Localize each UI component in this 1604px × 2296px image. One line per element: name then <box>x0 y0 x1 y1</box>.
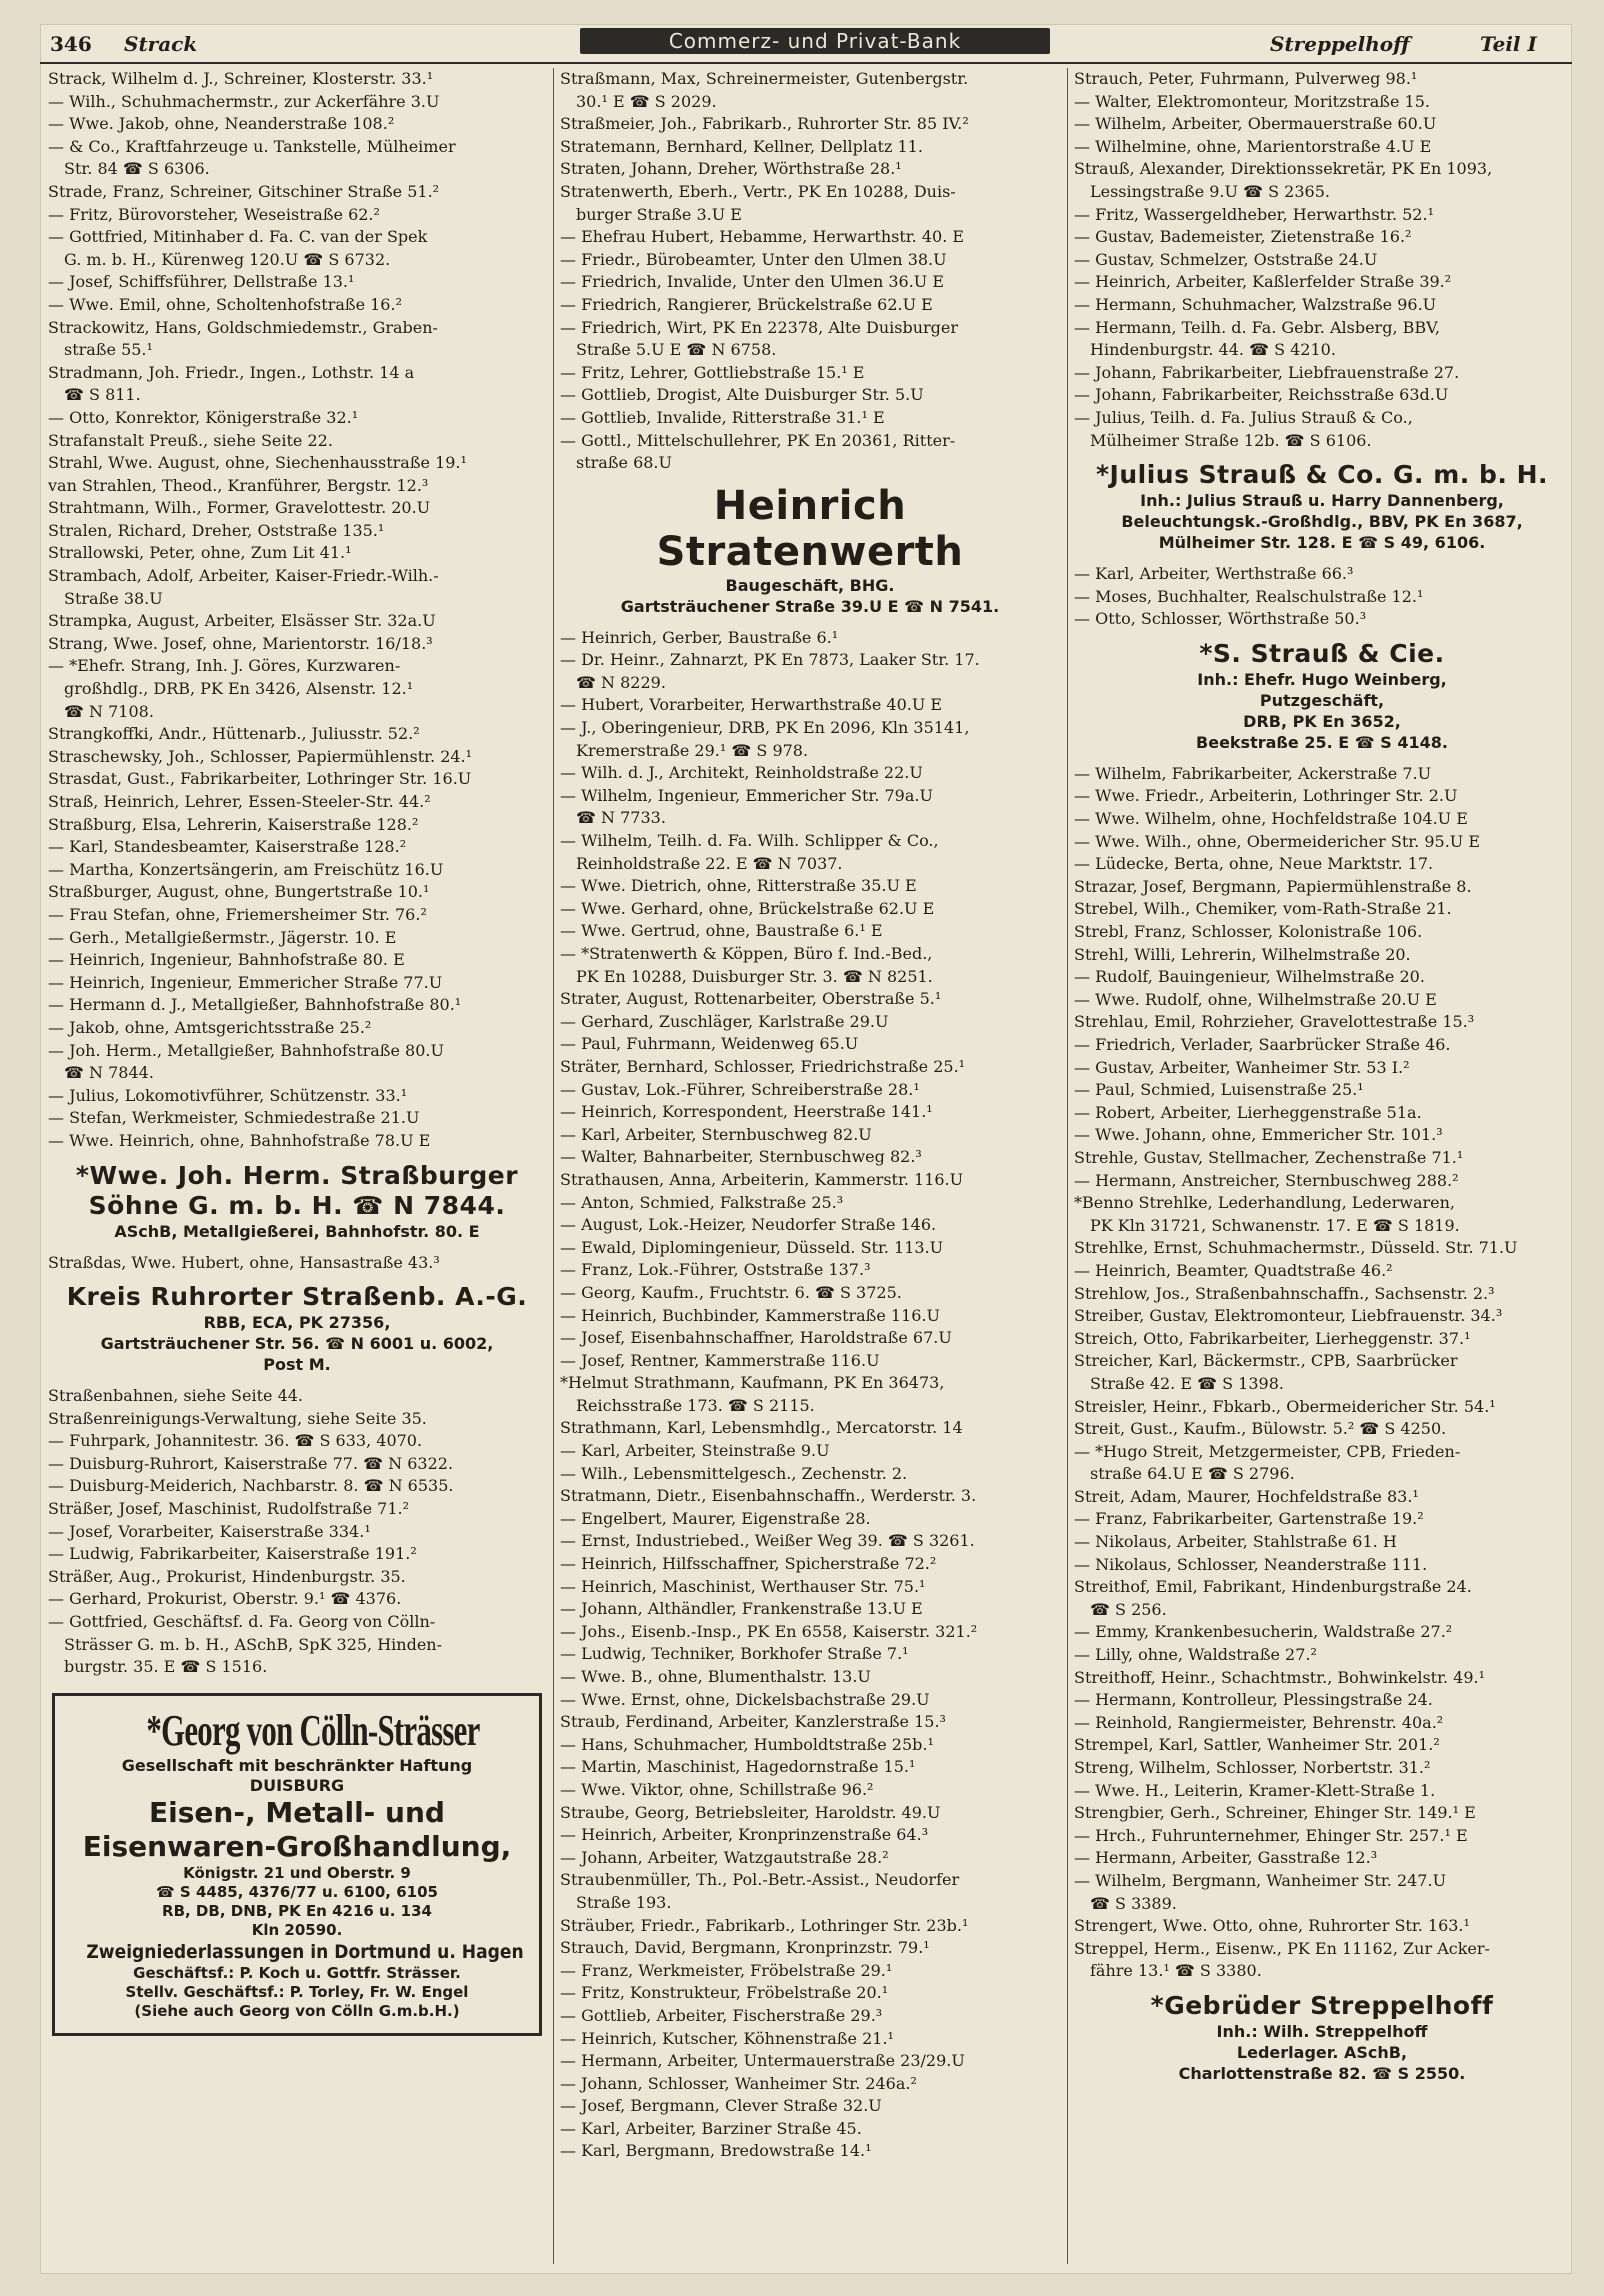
directory-entry: straße 55.¹ <box>64 340 153 360</box>
directory-entry: — Josef, Schiffsführer, Dellstraße 13.¹ <box>48 272 355 292</box>
directory-entry: Streppel, Herm., Eisenw., PK En 11162, Zur Acker- <box>1074 1938 1490 1958</box>
directory-entry: — Wwe. Heinrich, ohne, Bahnhofstraße 78.U E <box>48 1130 431 1150</box>
ad-details: RBB, ECA, PK 27356, <box>203 1313 391 1333</box>
directory-entry: — Karl, Arbeiter, Steinstraße 9.U <box>560 1441 830 1461</box>
directory-entry: Strack, Wilhelm d. J., Schreiner, Klosterstr. 33.¹ <box>48 69 434 88</box>
directory-entry: — Heinrich, Arbeiter, Kronprinzenstraße 64.³ <box>560 1825 929 1845</box>
directory-entry: — Fuhrpark, Johannitestr. 36. ☎ S 633, 4070. <box>48 1431 423 1451</box>
directory-entry: Straßdas, Wwe. Hubert, ohne, Hansastraße 43.³ <box>48 1252 440 1272</box>
ad-gebrueder-streppelhoff <box>1074 1991 1570 2084</box>
directory-entry: Straubenmüller, Th., Pol.-Betr.-Assist., Neudorfer <box>560 1870 960 1890</box>
directory-entry: — Johann, Fabrikarbeiter, Reichsstraße 63d.U <box>1074 385 1449 405</box>
directory-entry: — Ernst, Industriebed., Weißer Weg 39. ☎ S 3261. <box>560 1531 975 1551</box>
directory-entry: — Fritz, Bürovorsteher, Weseistraße 62.² <box>48 204 380 224</box>
directory-entry: — Joh. Herm., Metallgießer, Bahnhofstraße 80.U <box>48 1040 444 1060</box>
column-divider <box>1067 68 1068 2264</box>
directory-entry: — Paul, Schmied, Luisenstraße 25.¹ <box>1074 1080 1364 1100</box>
directory-entry: — Emmy, Krankenbesucherin, Waldstraße 27.² <box>1074 1622 1453 1642</box>
ad-owner: Inh.: Wilh. Streppelhoff <box>1216 2021 1428 2041</box>
directory-entry: Sträßer, Josef, Maschinist, Rudolfstraße 71.² <box>48 1499 409 1519</box>
directory-entry: — Julius, Lokomotivführer, Schützenstr. 33.¹ <box>48 1085 408 1105</box>
ad-see-also: (Siehe auch Georg von Cölln G.m.b.H.) <box>134 2001 460 2020</box>
directory-entry: — Hrch., Fuhrunternehmer, Ehinger Str. 257.¹ E <box>1074 1825 1468 1845</box>
ad-accounts: RB, DB, DNB, PK En 4216 u. 134 <box>162 1901 432 1920</box>
directory-entry: Streit, Gust., Kaufm., Bülowstr. 5.² ☎ S 4250. <box>1074 1419 1447 1439</box>
directory-entry: Stralen, Richard, Dreher, Oststraße 135.¹ <box>48 520 385 540</box>
directory-entry: Hindenburgstr. 44. ☎ S 4210. <box>1090 340 1336 360</box>
directory-entry: — Wilh., Lebensmittelgesch., Zechenstr. 2. <box>560 1463 908 1483</box>
directory-entry: — Wwe. Wilh., ohne, Obermeidericher Str. 95.U E <box>1074 831 1481 851</box>
directory-entry: — Fritz, Konstrukteur, Fröbelstraße 20.¹ <box>560 1983 889 2003</box>
directory-entry: Straßburg, Elsa, Lehrerin, Kaiserstraße 128.² <box>48 814 419 834</box>
entry-list <box>560 68 1060 475</box>
directory-entry: — Wilh. d. J., Architekt, Reinholdstraße 22.U <box>560 763 923 783</box>
directory-entry: — Nikolaus, Schlosser, Neanderstraße 111. <box>1074 1554 1428 1574</box>
directory-entry: — Wilhelm, Ingenieur, Emmericher Str. 79a.U <box>560 785 933 805</box>
ad-address: Gartsträuchener Str. 56. ☎ N 6001 u. 6002, <box>100 1334 494 1354</box>
directory-entry: — *Stratenwerth & Köppen, Büro f. Ind.-Bed., <box>560 944 933 963</box>
left-guide-word: Strack <box>124 32 198 56</box>
directory-entry: Straße 38.U <box>64 588 163 608</box>
directory-entry: ☎ N 8229. <box>576 672 666 692</box>
entry-list <box>48 68 546 1153</box>
directory-entry: Strambach, Adolf, Arbeiter, Kaiser-Friedr.-Wilh.- <box>48 566 439 586</box>
directory-entry: — Hermann, Arbeiter, Untermauerstraße 23/29.U <box>560 2051 965 2071</box>
directory-entry: — Reinhold, Rangiermeister, Behrenstr. 40a.² <box>1074 1712 1444 1732</box>
directory-entry: — Josef, Rentner, Kammerstraße 116.U <box>560 1350 880 1370</box>
directory-entry: Strehlau, Emil, Rohrzieher, Gravelottestraße 15.³ <box>1074 1012 1475 1032</box>
directory-entry: — Hermann, Anstreicher, Sternbuschweg 288.² <box>1074 1170 1459 1190</box>
directory-entry: Reinholdstraße 22. E ☎ N 7037. <box>576 853 843 873</box>
directory-entry: — Wwe. Jakob, ohne, Neanderstraße 108.² <box>48 114 395 134</box>
directory-entry: — Karl, Standesbeamter, Kaiserstraße 128.² <box>48 837 407 857</box>
directory-entry: — Jakob, ohne, Amtsgerichtsstraße 25.² <box>48 1017 372 1037</box>
directory-entry: — Franz, Lok.-Führer, Oststraße 137.³ <box>560 1260 871 1280</box>
directory-entry: ☎ S 256. <box>1090 1599 1167 1619</box>
page-number: 346 <box>50 32 92 56</box>
directory-entry: — Hans, Schuhmacher, Humboldtstraße 25b.¹ <box>560 1734 934 1754</box>
directory-entry: — Hermann, Arbeiter, Gasstraße 12.³ <box>1074 1848 1378 1868</box>
ad-accounts: DRB, PK En 3652, <box>1243 711 1401 731</box>
directory-entry: Stradmann, Joh. Friedr., Ingen., Lothstr. 14 a <box>48 362 415 382</box>
entry-list <box>1074 563 1570 631</box>
directory-entry: Straßburger, August, ohne, Bungertstraße 10.¹ <box>48 882 430 902</box>
directory-entry: *Benno Strehlke, Lederhandlung, Lederwaren, <box>1074 1193 1455 1213</box>
directory-entry: Strazar, Josef, Bergmann, Papiermühlenstraße 8. <box>1074 876 1472 896</box>
directory-entry: — Gerhard, Prokurist, Oberstr. 9.¹ ☎ 4376. <box>48 1589 402 1609</box>
directory-entry: PK Kln 31721, Schwanenstr. 17. E ☎ S 1819. <box>1090 1215 1460 1235</box>
directory-entry: Strangkoffki, Andr., Hüttenarb., Juliusstr. 52.² <box>48 724 420 744</box>
directory-entry: Strang, Wwe. Josef, ohne, Marientorstr. 16/18.³ <box>48 633 433 653</box>
directory-entry: Stratemann, Bernhard, Kellner, Dellplatz 11. <box>560 136 923 156</box>
entry-list <box>48 1252 546 1275</box>
directory-entry: — Gottl., Mittelschullehrer, PK En 20361, Ritter- <box>560 430 956 450</box>
ad-trade-2: Eisenwaren-Großhandlung, <box>82 1829 512 1863</box>
directory-entry: Straße 42. E ☎ S 1398. <box>1090 1373 1284 1393</box>
ad-trade: Beleuchtungsk.-Großhdlg., BBV, PK En 3687, <box>1121 512 1523 532</box>
directory-entry: Streithoff, Heinr., Schachtmstr., Bohwinkelstr. 49.¹ <box>1074 1667 1486 1687</box>
directory-entry: — Karl, Arbeiter, Sternbuschweg 82.U <box>560 1124 872 1144</box>
directory-entry: Str. 84 ☎ S 6306. <box>64 159 210 179</box>
directory-entry: — Gottlieb, Invalide, Ritterstraße 31.¹ E <box>560 407 885 427</box>
column-3 <box>1074 68 1570 2264</box>
directory-entry: Streiber, Gustav, Elektromonteur, Liebfrauenstr. 34.³ <box>1074 1306 1503 1326</box>
bank-banner: Commerz- und Privat-Bank <box>580 28 1050 54</box>
directory-entry: — Wwe. Gerhard, ohne, Brückelstraße 62.U E <box>560 898 935 918</box>
directory-entry: Streisler, Heinr., Fbkarb., Obermeidericher Str. 54.¹ <box>1074 1396 1496 1416</box>
directory-entry: Strasdat, Gust., Fabrikarbeiter, Lothringer Str. 16.U <box>48 769 472 789</box>
directory-entry: Mülheimer Straße 12b. ☎ S 6106. <box>1090 430 1372 450</box>
directory-entry: — Josef, Vorarbeiter, Kaiserstraße 334.¹ <box>48 1521 371 1541</box>
directory-entry: — Wilh., Schuhmachermstr., zur Ackerfähre 3.U <box>48 91 440 111</box>
directory-entry: — Johann, Althändler, Frankenstraße 13.U E <box>560 1599 923 1619</box>
directory-entry: Straube, Georg, Betriebsleiter, Haroldstr. 49.U <box>560 1802 941 1822</box>
directory-entry: Strathmann, Karl, Lebensmhdlg., Mercatorstr. 14 <box>560 1418 963 1438</box>
entry-list <box>1074 68 1570 452</box>
directory-entry: — Wilhelm, Fabrikarbeiter, Ackerstraße 7.U <box>1074 763 1432 783</box>
directory-entry: — Gerhard, Zuschläger, Karlstraße 29.U <box>560 1011 889 1031</box>
directory-entry: — Georg, Kaufm., Fruchtstr. 6. ☎ S 3725. <box>560 1282 902 1302</box>
directory-entry: Strater, August, Rottenarbeiter, Oberstraße 5.¹ <box>560 989 942 1009</box>
directory-entry: Sträuber, Friedr., Fabrikarb., Lothringer Str. 23b.¹ <box>560 1915 969 1935</box>
directory-entry: Stratenwerth, Eberh., Vertr., PK En 10288, Duis- <box>560 181 956 201</box>
directory-entry: Streng, Wilhelm, Schlosser, Norbertstr. 31.² <box>1074 1758 1431 1777</box>
directory-entry: — Gottfried, Geschäftsf. d. Fa. Georg von Cölln- <box>48 1612 436 1632</box>
directory-entry: — Johann, Schlosser, Wanheimer Str. 246a.² <box>560 2073 917 2093</box>
directory-entry: — Friedr., Bürobeamter, Unter den Ulmen 38.U <box>560 249 947 269</box>
directory-entry: burger Straße 3.U E <box>576 204 742 224</box>
directory-entry: — Nikolaus, Arbeiter, Stahlstraße 61. H <box>1074 1532 1397 1552</box>
directory-entry: — Heinrich, Arbeiter, Kaßlerfelder Straße 39.² <box>1074 272 1452 292</box>
directory-entry: — J., Oberingenieur, DRB, PK En 2096, Kln 35141, <box>560 718 970 738</box>
directory-entry: — Friedrich, Rangierer, Brückelstraße 62.U E <box>560 294 933 314</box>
directory-entry: — Heinrich, Gerber, Baustraße 6.¹ <box>560 627 839 647</box>
directory-entry: — Friedrich, Wirt, PK En 22378, Alte Duisburger <box>560 317 959 337</box>
directory-entry: — Wwe. Viktor, ohne, Schillstraße 96.² <box>560 1779 874 1799</box>
directory-entry: — Lilly, ohne, Waldstraße 27.² <box>1074 1645 1317 1665</box>
directory-entry: — Ludwig, Fabrikarbeiter, Kaiserstraße 191.² <box>48 1544 417 1564</box>
directory-entry: — Ewald, Diplomingenieur, Düsseld. Str. 113.U <box>560 1237 944 1257</box>
directory-entry: — Gustav, Bademeister, Zietenstraße 16.² <box>1074 227 1412 247</box>
directory-entry: — Franz, Fabrikarbeiter, Gartenstraße 19.² <box>1074 1509 1424 1529</box>
directory-entry: Straße 5.U E ☎ N 6758. <box>576 340 777 360</box>
directory-entry: — Duisburg-Meiderich, Nachbarstr. 8. ☎ N 6535. <box>48 1476 454 1496</box>
directory-entry: Strauch, David, Bergmann, Kronprinzstr. 79.¹ <box>560 1938 930 1958</box>
directory-entry: — Martha, Konzertsängerin, am Freischütz 16.U <box>48 859 444 879</box>
directory-entry: ☎ S 3389. <box>1090 1893 1177 1913</box>
directory-entry: Strehlke, Ernst, Schuhmachermstr., Düsseld. Str. 71.U <box>1074 1238 1518 1258</box>
directory-entry: Strahl, Wwe. August, ohne, Siechenhausstraße 19.¹ <box>48 453 467 473</box>
directory-entry: ☎ N 7844. <box>64 1063 154 1083</box>
ad-city: DUISBURG <box>249 1775 345 1795</box>
directory-entry: — Wwe. Rudolf, ohne, Wilhelmstraße 20.U E <box>1074 989 1437 1009</box>
directory-entry: ☎ N 7733. <box>576 808 666 828</box>
directory-entry: 30.¹ E ☎ S 2029. <box>576 91 717 111</box>
directory-entry: — Fritz, Lehrer, Gottliebstraße 15.¹ E <box>560 362 865 382</box>
ad-accounts-2: Kln 20590. <box>251 1920 343 1939</box>
entry-list <box>1074 763 1570 1983</box>
directory-entry: Reichsstraße 173. ☎ S 2115. <box>576 1395 815 1415</box>
directory-entry: ☎ N 7108. <box>64 701 154 721</box>
directory-entry: straße 68.U <box>576 453 672 473</box>
ad-heinrich-stratenwerth <box>560 483 1060 617</box>
directory-entry: Sträter, Bernhard, Schlosser, Friedrichstraße 25.¹ <box>560 1056 966 1076</box>
directory-entry: — Dr. Heinr., Zahnarzt, PK En 7873, Laaker Str. 17. <box>560 650 980 670</box>
directory-entry: — August, Lok.-Heizer, Neudorfer Straße 146. <box>560 1215 937 1235</box>
ad-title: Kreis Ruhrorter Straßenb. A.-G. <box>66 1282 528 1312</box>
ad-phone: ☎ S 4485, 4376/77 u. 6100, 6105 <box>156 1882 438 1901</box>
directory-entry: — Otto, Schlosser, Wörthstraße 50.³ <box>1074 609 1367 629</box>
ad-branches: Zweigniederlassungen in Dortmund u. Hagen <box>86 1940 524 1963</box>
directory-entry: — Josef, Bergmann, Clever Straße 32.U <box>560 2096 882 2116</box>
directory-entry: Straßenbahnen, siehe Seite 44. <box>48 1386 304 1406</box>
directory-entry: — Fritz, Wassergeldheber, Herwarthstr. 52.¹ <box>1074 204 1434 224</box>
directory-entry: — Hermann d. J., Metallgießer, Bahnhofstraße 80.¹ <box>48 995 462 1015</box>
directory-entry: PK En 10288, Duisburger Str. 3. ☎ N 8251. <box>576 966 933 986</box>
directory-entry: burgstr. 35. E ☎ S 1516. <box>64 1657 268 1677</box>
header-rule <box>40 62 1572 64</box>
directory-entry: Kremerstraße 29.¹ ☎ S 978. <box>576 740 809 760</box>
directory-entry: — & Co., Kraftfahrzeuge u. Tankstelle, Mülheimer <box>48 136 456 156</box>
directory-entry: — Friedrich, Verlader, Saarbrücker Straße 46. <box>1074 1035 1451 1054</box>
directory-entry: — Stefan, Werkmeister, Schmiedestraße 21.U <box>48 1108 420 1128</box>
directory-entry: — Johann, Fabrikarbeiter, Liebfrauenstraße 27. <box>1074 362 1460 382</box>
directory-entry: Lessingstraße 9.U ☎ S 2365. <box>1090 181 1330 201</box>
directory-entry: — Anton, Schmied, Falkstraße 25.³ <box>560 1192 844 1212</box>
directory-entry: — Karl, Bergmann, Bredowstraße 14.¹ <box>560 2141 872 2161</box>
directory-entry: Strehlow, Jos., Straßenbahnschaffn., Sachsenstr. 2.³ <box>1074 1283 1495 1303</box>
directory-entry: — Wilhelmine, ohne, Marientorstraße 4.U E <box>1074 136 1432 156</box>
directory-entry: — Johann, Arbeiter, Watzgautstraße 28.² <box>560 1847 889 1867</box>
directory-entry: Strackowitz, Hans, Goldschmiedemstr., Graben- <box>48 317 438 337</box>
ad-georg-von-coelln <box>52 1693 542 2036</box>
ad-address: Beekstraße 25. E ☎ S 4148. <box>1196 732 1448 752</box>
directory-entry: — Julius, Teilh. d. Fa. Julius Strauß & Co., <box>1074 407 1413 427</box>
directory-entry: — Gottfried, Mitinhaber d. Fa. C. van der Spek <box>48 227 428 247</box>
directory-entry: Strauch, Peter, Fuhrmann, Pulverweg 98.¹ <box>1074 69 1418 88</box>
directory-entry: — Gottlieb, Arbeiter, Fischerstraße 29.³ <box>560 2005 883 2025</box>
directory-entry: — Heinrich, Ingenieur, Emmericher Straße 77.U <box>48 972 443 992</box>
ad-address: Königstr. 21 und Oberstr. 9 <box>183 1863 411 1882</box>
directory-entry: — Walter, Bahnarbeiter, Sternbuschweg 82.³ <box>560 1147 922 1167</box>
directory-entry: Strehl, Willi, Lehrerin, Wilhelmstraße 20. <box>1074 944 1411 964</box>
ad-owner: Inh.: Ehefr. Hugo Weinberg, <box>1197 669 1447 689</box>
directory-entry: Strengbier, Gerh., Schreiner, Ehinger Str. 149.¹ E <box>1074 1803 1476 1823</box>
directory-entry: — Heinrich, Ingenieur, Bahnhofstraße 80. E <box>48 950 405 970</box>
directory-entry: — Wilhelm, Arbeiter, Obermauerstraße 60.U <box>1074 114 1437 134</box>
directory-entry: — Wwe. H., Leiterin, Kramer-Klett-Straße 1. <box>1074 1780 1436 1800</box>
directory-entry: — Wwe. Friedr., Arbeiterin, Lothringer Str. 2.U <box>1074 786 1458 806</box>
directory-entry: — Rudolf, Bauingenieur, Wilhelmstraße 20. <box>1074 967 1425 987</box>
directory-entry: — Friedrich, Invalide, Unter den Ulmen 36.U E <box>560 272 945 292</box>
directory-entry: Strehle, Gustav, Stellmacher, Zechenstraße 71.¹ <box>1074 1147 1464 1167</box>
directory-entry: Strebel, Wilh., Chemiker, vom-Rath-Straße 21. <box>1074 899 1452 919</box>
directory-entry: — Heinrich, Kutscher, Köhnenstraße 21.¹ <box>560 2028 894 2048</box>
directory-entry: Strengert, Wwe. Otto, ohne, Ruhrorter Str. 163.¹ <box>1074 1916 1470 1936</box>
directory-entry: Strahtmann, Wilh., Former, Gravelottestr. 20.U <box>48 498 431 518</box>
directory-entry: — Ehefrau Hubert, Hebamme, Herwarthstr. 40. E <box>560 227 965 247</box>
ad-trade: Lederlager. ASchB, <box>1236 2042 1408 2062</box>
ad-trade: Putzgeschäft, <box>1259 690 1385 710</box>
directory-entry: Strathausen, Anna, Arbeiterin, Kammerstr. 116.U <box>560 1169 964 1189</box>
directory-entry: Streich, Otto, Fabrikarbeiter, Lierheggenstr. 37.¹ <box>1074 1328 1471 1348</box>
directory-entry: — Wwe. Dietrich, ohne, Ritterstraße 35.U E <box>560 876 917 896</box>
directory-entry: — Gustav, Lok.-Führer, Schreiberstraße 28.¹ <box>560 1079 920 1099</box>
directory-entry: Strauß, Alexander, Direktionssekretär, PK En 1093, <box>1074 159 1493 179</box>
directory-entry: — Johs., Eisenb.-Insp., PK En 6558, Kaiserstr. 321.² <box>560 1621 978 1641</box>
directory-entry: — Paul, Fuhrmann, Weidenweg 65.U <box>560 1034 859 1054</box>
directory-entry: Straßenreinigungs-Verwaltung, siehe Seite 35. <box>48 1408 427 1428</box>
directory-entry: — Karl, Arbeiter, Barziner Straße 45. <box>560 2118 862 2138</box>
directory-entry: — Wwe. Gertrud, ohne, Baustraße 6.¹ E <box>560 921 883 941</box>
directory-entry: — Ludwig, Techniker, Borkhofer Straße 7.¹ <box>560 1644 909 1664</box>
directory-entry: — Karl, Arbeiter, Werthstraße 66.³ <box>1074 564 1354 584</box>
ad-details: ASchB, Metallgießerei, Bahnhofstr. 80. E <box>114 1221 480 1241</box>
ad-title: Heinrich Stratenwerth <box>656 482 964 575</box>
directory-entry: — Walter, Elektromonteur, Moritzstraße 15. <box>1074 91 1430 111</box>
directory-entry: straße 64.U E ☎ S 2796. <box>1090 1464 1295 1484</box>
directory-entry: — Otto, Konrektor, Königerstraße 32.¹ <box>48 407 359 427</box>
directory-entry: — Heinrich, Maschinist, Werthauser Str. 75.¹ <box>560 1576 926 1596</box>
directory-entry: — *Hugo Streit, Metzgermeister, CPB, Frieden- <box>1074 1441 1461 1461</box>
directory-entry: — Heinrich, Korrespondent, Heerstraße 141.¹ <box>560 1102 933 1122</box>
directory-entry: — Hermann, Kontrolleur, Plessingstraße 24. <box>1074 1690 1433 1710</box>
directory-entry: — Wwe. Wilhelm, ohne, Hochfeldstraße 104.U E <box>1074 809 1468 829</box>
directory-entry: — Heinrich, Beamter, Quadtstraße 46.² <box>1074 1260 1393 1280</box>
ad-trade-1: Eisen-, Metall- und <box>149 1795 445 1829</box>
page-header <box>40 24 1572 58</box>
entry-list <box>48 1385 546 1679</box>
directory-entry: Straten, Johann, Dreher, Wörthstraße 28.¹ <box>560 159 902 179</box>
ad-title: *S. Strauß & Cie. <box>1199 638 1445 668</box>
directory-entry: — Gustav, Arbeiter, Wanheimer Str. 53 I.² <box>1074 1057 1410 1077</box>
directory-entry: — Heinrich, Buchbinder, Kammerstraße 116.U <box>560 1305 941 1325</box>
directory-entry: — *Ehefr. Strang, Inh. J. Göres, Kurzwaren- <box>48 656 401 676</box>
directory-entry: — Frau Stefan, ohne, Friemersheimer Str. 76.² <box>48 904 427 924</box>
directory-entry: — Engelbert, Maurer, Eigenstraße 28. <box>560 1508 871 1528</box>
directory-entry: Stratmann, Dietr., Eisenbahnschaffn., Werderstr. 3. <box>560 1486 977 1506</box>
right-guide-word: Streppelhoff <box>1270 32 1410 56</box>
ad-post: Post M. <box>263 1355 331 1375</box>
ad-trade: Baugeschäft, BHG. <box>725 575 895 595</box>
directory-entry: Streit, Adam, Maurer, Hochfeldstraße 83.¹ <box>1074 1486 1419 1506</box>
directory-entry: — Martin, Maschinist, Hagedornstraße 15.¹ <box>560 1757 916 1777</box>
ad-title: *Gebrüder Streppelhoff <box>1150 1990 1494 2020</box>
directory-entry: — Moses, Buchhalter, Realschulstraße 12.¹ <box>1074 586 1424 606</box>
directory-entry: — Gustav, Schmelzer, Oststraße 24.U <box>1074 249 1378 269</box>
directory-entry: — Heinrich, Hilfsschaffner, Spicherstraße 72.² <box>560 1554 937 1574</box>
directory-entry: Strafanstalt Preuß., siehe Seite 22. <box>48 430 333 450</box>
column-divider <box>553 68 554 2264</box>
directory-entry: Strebl, Franz, Schlosser, Kolonistraße 106. <box>1074 922 1423 942</box>
directory-entry: — Josef, Eisenbahnschaffner, Haroldstraße 67.U <box>560 1328 952 1348</box>
directory-entry: Straschewsky, Joh., Schlosser, Papiermühlenstr. 24.¹ <box>48 746 473 766</box>
ad-title: *Julius Strauß & Co. G. m. b. H. <box>1095 460 1549 490</box>
directory-entry: fähre 13.¹ ☎ S 3380. <box>1090 1961 1262 1981</box>
directory-entry: — Lüdecke, Berta, ohne, Neue Marktstr. 17. <box>1074 854 1434 874</box>
column-1 <box>48 68 546 2264</box>
directory-entry: großhdlg., DRB, PK En 3426, Alsenstr. 12.¹ <box>64 679 414 699</box>
directory-entry: van Strahlen, Theod., Kranführer, Bergstr. 12.³ <box>48 475 429 495</box>
directory-entry: — Hermann, Schuhmacher, Walzstraße 96.U <box>1074 294 1437 314</box>
directory-entry: — Wwe. Johann, ohne, Emmericher Str. 101.³ <box>1074 1125 1443 1145</box>
directory-entry: Sträßer, Aug., Prokurist, Hindenburgstr. 35. <box>48 1566 406 1586</box>
ad-strassburger <box>48 1161 546 1242</box>
directory-entry: Straßmann, Max, Schreinermeister, Gutenbergstr. <box>560 69 969 88</box>
directory-entry: — Gottlieb, Drogist, Alte Duisburger Str. 5.U <box>560 385 924 405</box>
directory-entry: Strässer G. m. b. H., ASchB, SpK 325, Hinden- <box>64 1634 443 1654</box>
directory-entry: — Wwe. Ernst, ohne, Dickelsbachstraße 29.U <box>560 1689 930 1709</box>
directory-entry: Strampka, August, Arbeiter, Elsässer Str. 32a.U <box>48 611 436 631</box>
directory-entry: Straßmeier, Joh., Fabrikarb., Ruhrorter Str. 85 IV.² <box>560 114 969 134</box>
directory-entry: *Helmut Strathmann, Kaufmann, PK En 36473, <box>560 1373 945 1393</box>
directory-entry: Streicher, Karl, Bäckermstr., CPB, Saarbrücker <box>1074 1351 1458 1371</box>
directory-entry: — Wwe. B., ohne, Blumenthalstr. 13.U <box>560 1667 871 1686</box>
ad-address: Gartsträuchener Straße 39.U E ☎ N 7541. <box>620 596 1000 616</box>
directory-entry: Strallowski, Peter, ohne, Zum Lit 41.¹ <box>48 543 352 563</box>
directory-entry: — Hermann, Teilh. d. Fa. Gebr. Alsberg, BBV, <box>1074 317 1440 337</box>
directory-entry: — Wilhelm, Bergmann, Wanheimer Str. 247.U <box>1074 1870 1447 1890</box>
directory-entry: Streithof, Emil, Fabrikant, Hindenburgstraße 24. <box>1074 1577 1472 1597</box>
directory-entry: Strade, Franz, Schreiner, Gitschiner Straße 51.² <box>48 181 440 201</box>
entry-list <box>560 627 1060 2163</box>
part-label: Teil I <box>1480 32 1537 56</box>
directory-entry: Straß, Heinrich, Lehrer, Essen-Steeler-Str. 44.² <box>48 792 431 811</box>
ad-subtitle: Söhne G. m. b. H. ☎ N 7844. <box>88 1190 506 1220</box>
ad-managers: Geschäftsf.: P. Koch u. Gottfr. Strässer. <box>133 1963 461 1982</box>
directory-entry: Straße 193. <box>576 1892 672 1912</box>
ad-s-strauss <box>1074 639 1570 753</box>
ad-title: *Wwe. Joh. Herm. Straßburger <box>75 1160 519 1190</box>
directory-page <box>40 24 1572 2274</box>
ad-address: Charlottenstraße 82. ☎ S 2550. <box>1178 2063 1466 2083</box>
directory-entry: — Gerh., Metallgießermstr., Jägerstr. 10. E <box>48 927 397 947</box>
ad-address: Mülheimer Str. 128. E ☎ S 49, 6106. <box>1158 533 1486 553</box>
directory-entry: — Hubert, Vorarbeiter, Herwarthstraße 40.U E <box>560 695 943 715</box>
ad-kreis-ruhrorter <box>48 1282 546 1375</box>
ad-legal-form: Gesellschaft mit beschränkter Haftung <box>121 1755 473 1775</box>
column-2 <box>560 68 1060 2264</box>
directory-entry: G. m. b. H., Kürenweg 120.U ☎ S 6732. <box>64 249 391 269</box>
ad-owners: Inh.: Julius Strauß u. Harry Dannenberg, <box>1140 491 1504 511</box>
directory-entry: Strempel, Karl, Sattler, Wanheimer Str. 201.² <box>1074 1735 1440 1755</box>
directory-entry: — Wilhelm, Teilh. d. Fa. Wilh. Schlipper & Co., <box>560 831 939 851</box>
ad-julius-strauss <box>1074 460 1570 553</box>
directory-entry: Straub, Ferdinand, Arbeiter, Kanzlerstraße 15.³ <box>560 1712 946 1732</box>
directory-entry: ☎ S 811. <box>64 385 141 405</box>
directory-entry: — Wwe. Emil, ohne, Scholtenhofstraße 16.² <box>48 294 402 314</box>
directory-entry: — Duisburg-Ruhrort, Kaiserstraße 77. ☎ N 6322. <box>48 1453 454 1473</box>
directory-entry: — Franz, Werkmeister, Fröbelstraße 29.¹ <box>560 1960 893 1980</box>
directory-entry: — Robert, Arbeiter, Lierheggenstraße 51a. <box>1074 1102 1422 1122</box>
ad-title: *Georg von Cölln-Strässer <box>146 1705 480 1755</box>
ad-deputy-managers: Stellv. Geschäftsf.: P. Torley, Fr. W. Engel <box>125 1982 469 2001</box>
